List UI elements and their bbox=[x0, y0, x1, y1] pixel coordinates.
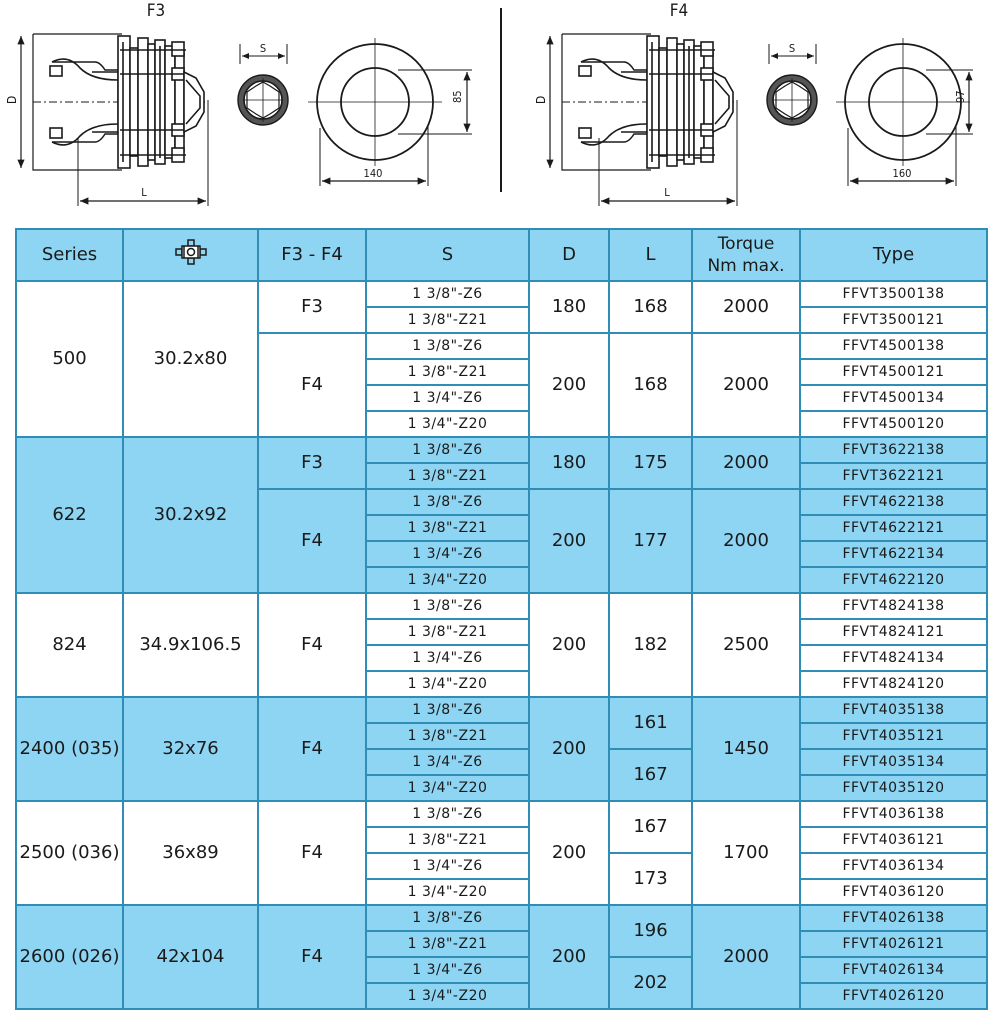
cell-type: FFVT4622134 bbox=[800, 541, 987, 567]
cell-l: 167 bbox=[609, 749, 692, 801]
cell-s: 1 3/8"-Z6 bbox=[366, 281, 529, 307]
cell-series-line2: (035) bbox=[71, 738, 120, 759]
cell-type: FFVT4036134 bbox=[800, 853, 987, 879]
cell-series-line1: 2600 bbox=[19, 946, 66, 967]
header-series: Series bbox=[16, 229, 123, 281]
cell-s: 1 3/4"-Z6 bbox=[366, 385, 529, 411]
cell-series-line1: 2500 bbox=[19, 842, 66, 863]
f3-dim-s: S bbox=[259, 42, 267, 55]
cell-f: F3 bbox=[258, 281, 366, 333]
cell-f: F4 bbox=[258, 801, 366, 905]
cell-torque: 1450 bbox=[692, 697, 800, 801]
cell-cross: 32x76 bbox=[123, 697, 258, 801]
cell-series-line1: 2400 bbox=[19, 738, 66, 759]
cell-cross: 42x104 bbox=[123, 905, 258, 1009]
header-s: S bbox=[366, 229, 529, 281]
f4-flange-width: 160 bbox=[892, 167, 912, 180]
cell-type: FFVT4026120 bbox=[800, 983, 987, 1009]
cell-s: 1 3/8"-Z6 bbox=[366, 489, 529, 515]
cell-s: 1 3/8"-Z21 bbox=[366, 827, 529, 853]
specification-table bbox=[15, 228, 988, 1010]
cell-d: 200 bbox=[529, 801, 609, 905]
cell-s: 1 3/8"-Z6 bbox=[366, 801, 529, 827]
cell-cross: 30.2x80 bbox=[123, 281, 258, 437]
f3-dim-l: L bbox=[141, 186, 147, 199]
cell-type: FFVT4500121 bbox=[800, 359, 987, 385]
cell-l: 177 bbox=[609, 489, 692, 593]
cell-s: 1 3/8"-Z6 bbox=[366, 437, 529, 463]
cell-type: FFVT3622121 bbox=[800, 463, 987, 489]
cell-cross: 36x89 bbox=[123, 801, 258, 905]
cell-s: 1 3/4"-Z20 bbox=[366, 983, 529, 1009]
f3-title: F3 bbox=[146, 1, 166, 21]
table-row bbox=[16, 281, 987, 307]
f4-dim-l: L bbox=[664, 186, 670, 199]
header-l: L bbox=[609, 229, 692, 281]
cell-f: F4 bbox=[258, 905, 366, 1009]
cell-s: 1 3/4"-Z6 bbox=[366, 749, 529, 775]
cell-s: 1 3/8"-Z21 bbox=[366, 619, 529, 645]
cell-series-line2: (026) bbox=[71, 946, 120, 967]
cell-l: 168 bbox=[609, 333, 692, 437]
cell-type: FFVT4036120 bbox=[800, 879, 987, 905]
table-row bbox=[16, 801, 987, 827]
cell-l: 196 bbox=[609, 905, 692, 957]
cell-s: 1 3/8"-Z21 bbox=[366, 307, 529, 333]
cell-l: 182 bbox=[609, 593, 692, 697]
cell-s: 1 3/4"-Z20 bbox=[366, 411, 529, 437]
cell-series: 500 bbox=[16, 281, 123, 437]
header-f3-f4: F3 - F4 bbox=[258, 229, 366, 281]
header-cross bbox=[123, 229, 258, 281]
drawings-svg bbox=[0, 0, 1000, 212]
cell-s: 1 3/8"-Z6 bbox=[366, 905, 529, 931]
table-row bbox=[16, 905, 987, 931]
cell-type: FFVT3500121 bbox=[800, 307, 987, 333]
cell-type: FFVT4500134 bbox=[800, 385, 987, 411]
cell-d: 180 bbox=[529, 437, 609, 489]
cell-l: 173 bbox=[609, 853, 692, 905]
cell-s: 1 3/8"-Z21 bbox=[366, 931, 529, 957]
cell-s: 1 3/8"-Z21 bbox=[366, 359, 529, 385]
f4-drawing bbox=[534, 1, 973, 206]
cell-f: F4 bbox=[258, 593, 366, 697]
cell-s: 1 3/8"-Z6 bbox=[366, 333, 529, 359]
f3-bore-height: 85 bbox=[451, 90, 464, 103]
cell-series: 824 bbox=[16, 593, 123, 697]
cell-torque: 2000 bbox=[692, 281, 800, 333]
cell-s: 1 3/4"-Z20 bbox=[366, 879, 529, 905]
cell-torque: 2000 bbox=[692, 905, 800, 1009]
header-torque-line1: Torque bbox=[717, 234, 775, 254]
cell-torque: 2000 bbox=[692, 489, 800, 593]
cell-f: F4 bbox=[258, 333, 366, 437]
cell-type: FFVT4824120 bbox=[800, 671, 987, 697]
cell-type: FFVT4035120 bbox=[800, 775, 987, 801]
cell-type: FFVT4035121 bbox=[800, 723, 987, 749]
cell-type: FFVT4035134 bbox=[800, 749, 987, 775]
cell-s: 1 3/4"-Z20 bbox=[366, 671, 529, 697]
cell-series-line2: (036) bbox=[71, 842, 120, 863]
cell-s: 1 3/8"-Z6 bbox=[366, 593, 529, 619]
cell-d: 200 bbox=[529, 489, 609, 593]
cell-s: 1 3/4"-Z6 bbox=[366, 957, 529, 983]
cell-type: FFVT4622138 bbox=[800, 489, 987, 515]
cell-torque: 2000 bbox=[692, 333, 800, 437]
cell-series: 622 bbox=[16, 437, 123, 593]
cell-l: 202 bbox=[609, 957, 692, 1009]
cell-l: 168 bbox=[609, 281, 692, 333]
cell-type: FFVT4035138 bbox=[800, 697, 987, 723]
cell-s: 1 3/4"-Z20 bbox=[366, 567, 529, 593]
cell-s: 1 3/4"-Z6 bbox=[366, 541, 529, 567]
cell-torque: 2500 bbox=[692, 593, 800, 697]
cell-torque: 2000 bbox=[692, 437, 800, 489]
cell-f: F3 bbox=[258, 437, 366, 489]
f3-dim-d: D bbox=[5, 95, 19, 104]
f4-dim-d: D bbox=[534, 95, 548, 104]
f3-flange-width: 140 bbox=[363, 167, 383, 180]
cell-s: 1 3/8"-Z21 bbox=[366, 723, 529, 749]
cell-type: FFVT4500120 bbox=[800, 411, 987, 437]
cell-s: 1 3/4"-Z6 bbox=[366, 645, 529, 671]
cell-l: 167 bbox=[609, 801, 692, 853]
cell-type: FFVT4824121 bbox=[800, 619, 987, 645]
cell-cross: 34.9x106.5 bbox=[123, 593, 258, 697]
cell-type: FFVT3500138 bbox=[800, 281, 987, 307]
cell-s: 1 3/8"-Z6 bbox=[366, 697, 529, 723]
header-d: D bbox=[529, 229, 609, 281]
cell-f: F4 bbox=[258, 697, 366, 801]
cell-type: FFVT4036138 bbox=[800, 801, 987, 827]
header-type: Type bbox=[800, 229, 987, 281]
cell-type: FFVT4824134 bbox=[800, 645, 987, 671]
header-torque bbox=[692, 229, 800, 281]
cell-s: 1 3/8"-Z21 bbox=[366, 515, 529, 541]
cell-f: F4 bbox=[258, 489, 366, 593]
cell-type: FFVT4026138 bbox=[800, 905, 987, 931]
cell-l: 175 bbox=[609, 437, 692, 489]
cell-type: FFVT4500138 bbox=[800, 333, 987, 359]
f4-title: F4 bbox=[669, 1, 689, 21]
header-torque-line2: Nm max. bbox=[707, 256, 785, 276]
cell-s: 1 3/4"-Z6 bbox=[366, 853, 529, 879]
table-header-row bbox=[16, 229, 987, 281]
cell-type: FFVT4824138 bbox=[800, 593, 987, 619]
f4-dim-s: S bbox=[788, 42, 796, 55]
cell-torque: 1700 bbox=[692, 801, 800, 905]
cell-series bbox=[16, 801, 123, 905]
cell-d: 200 bbox=[529, 593, 609, 697]
f4-bore-height: 97 bbox=[954, 90, 967, 103]
cell-s: 1 3/4"-Z20 bbox=[366, 775, 529, 801]
cell-type: FFVT3622138 bbox=[800, 437, 987, 463]
cell-d: 200 bbox=[529, 697, 609, 801]
cell-l: 161 bbox=[609, 697, 692, 749]
cell-d: 200 bbox=[529, 905, 609, 1009]
cell-type: FFVT4622121 bbox=[800, 515, 987, 541]
table-row bbox=[16, 437, 987, 463]
cell-d: 180 bbox=[529, 281, 609, 333]
cell-series bbox=[16, 697, 123, 801]
universal-joint-cross-icon bbox=[174, 239, 208, 265]
table-row bbox=[16, 697, 987, 723]
cell-s: 1 3/8"-Z21 bbox=[366, 463, 529, 489]
cell-type: FFVT4026134 bbox=[800, 957, 987, 983]
table-row bbox=[16, 593, 987, 619]
technical-drawings bbox=[0, 0, 1000, 212]
cell-type: FFVT4036121 bbox=[800, 827, 987, 853]
cell-type: FFVT4622120 bbox=[800, 567, 987, 593]
f3-drawing bbox=[5, 1, 472, 206]
cell-type: FFVT4026121 bbox=[800, 931, 987, 957]
cell-series bbox=[16, 905, 123, 1009]
cell-cross: 30.2x92 bbox=[123, 437, 258, 593]
cell-d: 200 bbox=[529, 333, 609, 437]
